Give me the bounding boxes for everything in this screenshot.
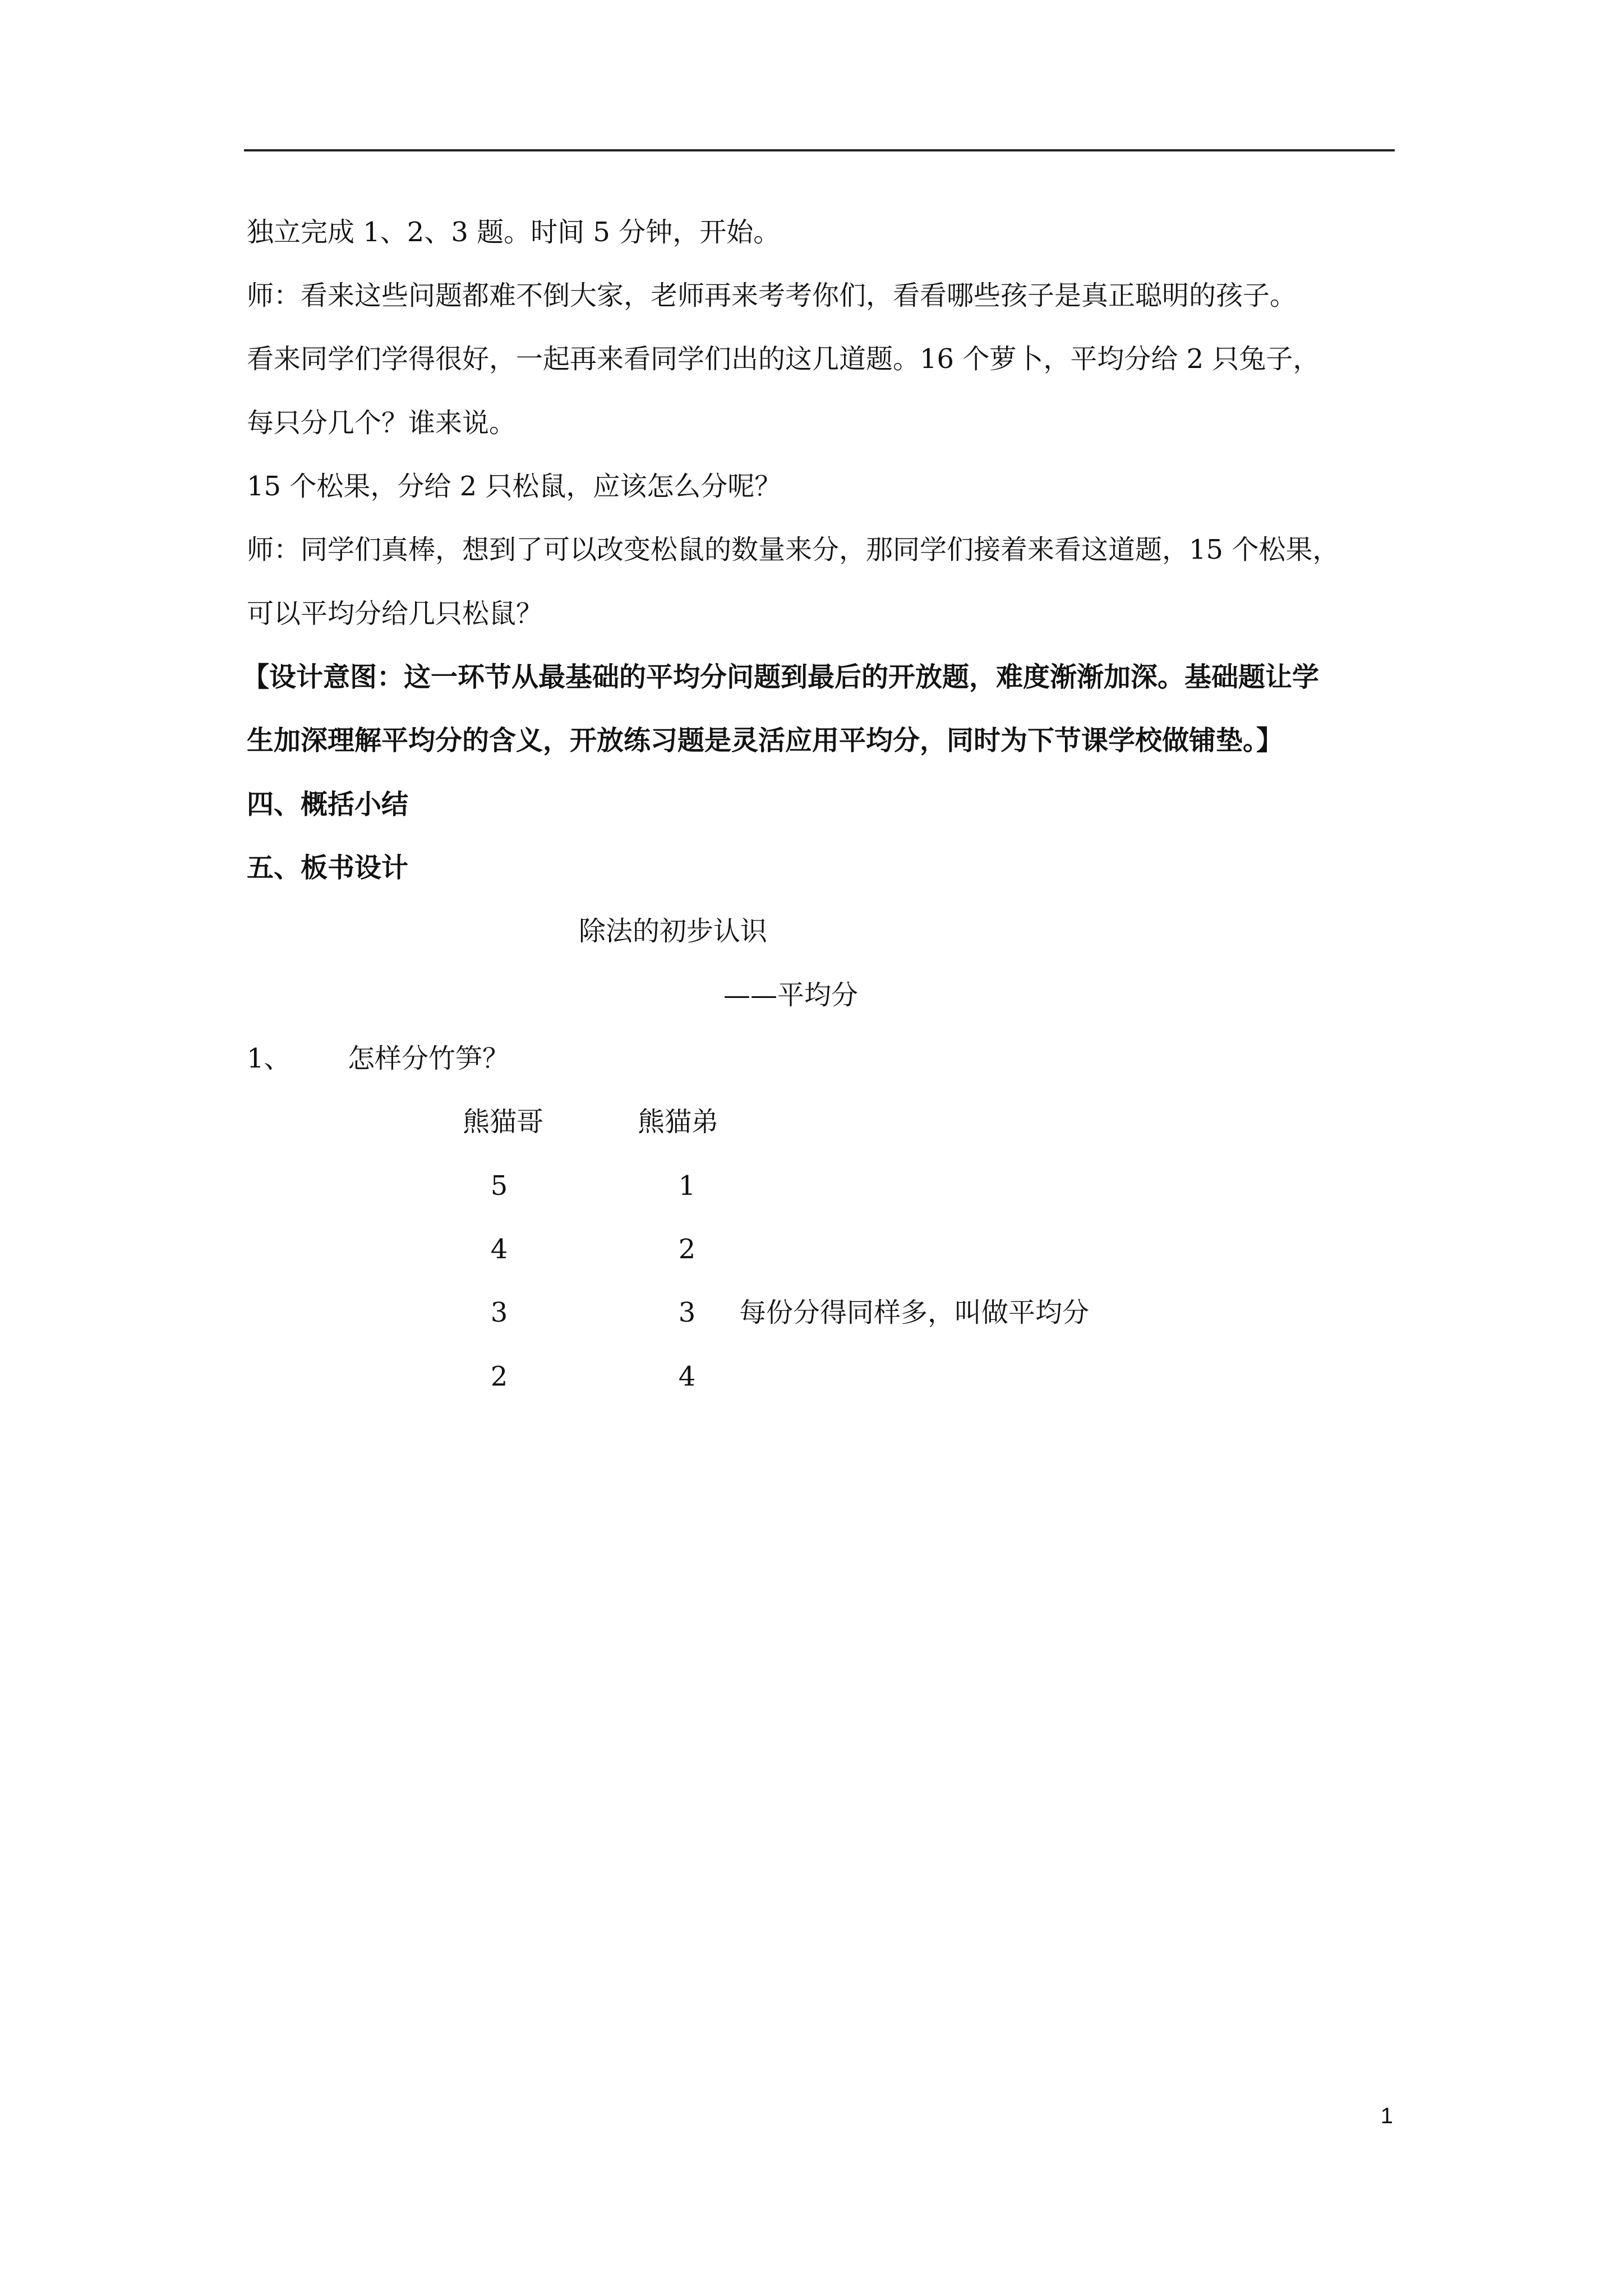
page-number: 1 (1380, 2104, 1393, 2128)
table-cell-right: 2 (678, 1234, 696, 1265)
paragraph-7: 可以平均分给几只松鼠？ (247, 598, 543, 629)
column-header-right: 熊猫弟 (638, 1106, 719, 1138)
board-subtitle: ——平均分 (723, 979, 859, 1011)
design-intent-line-2: 生加深理解平均分的含义，开放练习题是灵活应用平均分，同时为下节课学校做铺垫。】 (247, 725, 1284, 756)
table-cell-right: 4 (678, 1361, 696, 1392)
board-item-number: 1、 (247, 1043, 291, 1074)
table-cell-right: 1 (678, 1170, 696, 1202)
table-cell-left: 3 (490, 1297, 508, 1328)
table-cell-left: 4 (490, 1234, 508, 1265)
table-cell-left: 5 (490, 1170, 508, 1202)
paragraph-6: 师：同学们真棒，想到了可以改变松鼠的数量来分，那同学们接着来看这道题，15 个松果， (247, 534, 1340, 565)
table-cell-left: 2 (490, 1361, 508, 1392)
paragraph-2: 师：看来这些问题都难不倒大家，老师再来考考你们，看看哪些孩子是真正聪明的孩子。 (247, 280, 1297, 311)
section-heading-board-design: 五、板书设计 (247, 852, 409, 884)
column-header-left: 熊猫哥 (463, 1106, 544, 1138)
board-title: 除法的初步认识 (579, 915, 768, 947)
design-intent-line-1: 【设计意图：这一环节从最基础的平均分问题到最后的开放题，难度渐渐加深。基础题让学 (242, 661, 1320, 693)
header-rule (244, 149, 1395, 151)
paragraph-5: 15 个松果，分给 2 只松鼠，应该怎么分呢？ (247, 471, 782, 502)
table-cell-right: 3 (678, 1297, 696, 1328)
board-item-text: 怎样分竹笋？ (348, 1043, 510, 1074)
board-note: 每份分得同样多，叫做平均分 (739, 1297, 1090, 1328)
paragraph-3: 看来同学们学得很好，一起再来看同学们出的这几道题。16 个萝卜，平均分给 2 只兔子， (247, 343, 1320, 375)
paragraph-1: 独立完成 1、2、3 题。时间 5 分钟，开始。 (247, 217, 781, 248)
section-heading-summary: 四、概括小结 (247, 789, 409, 820)
paragraph-4: 每只分几个？谁来说。 (247, 407, 517, 439)
